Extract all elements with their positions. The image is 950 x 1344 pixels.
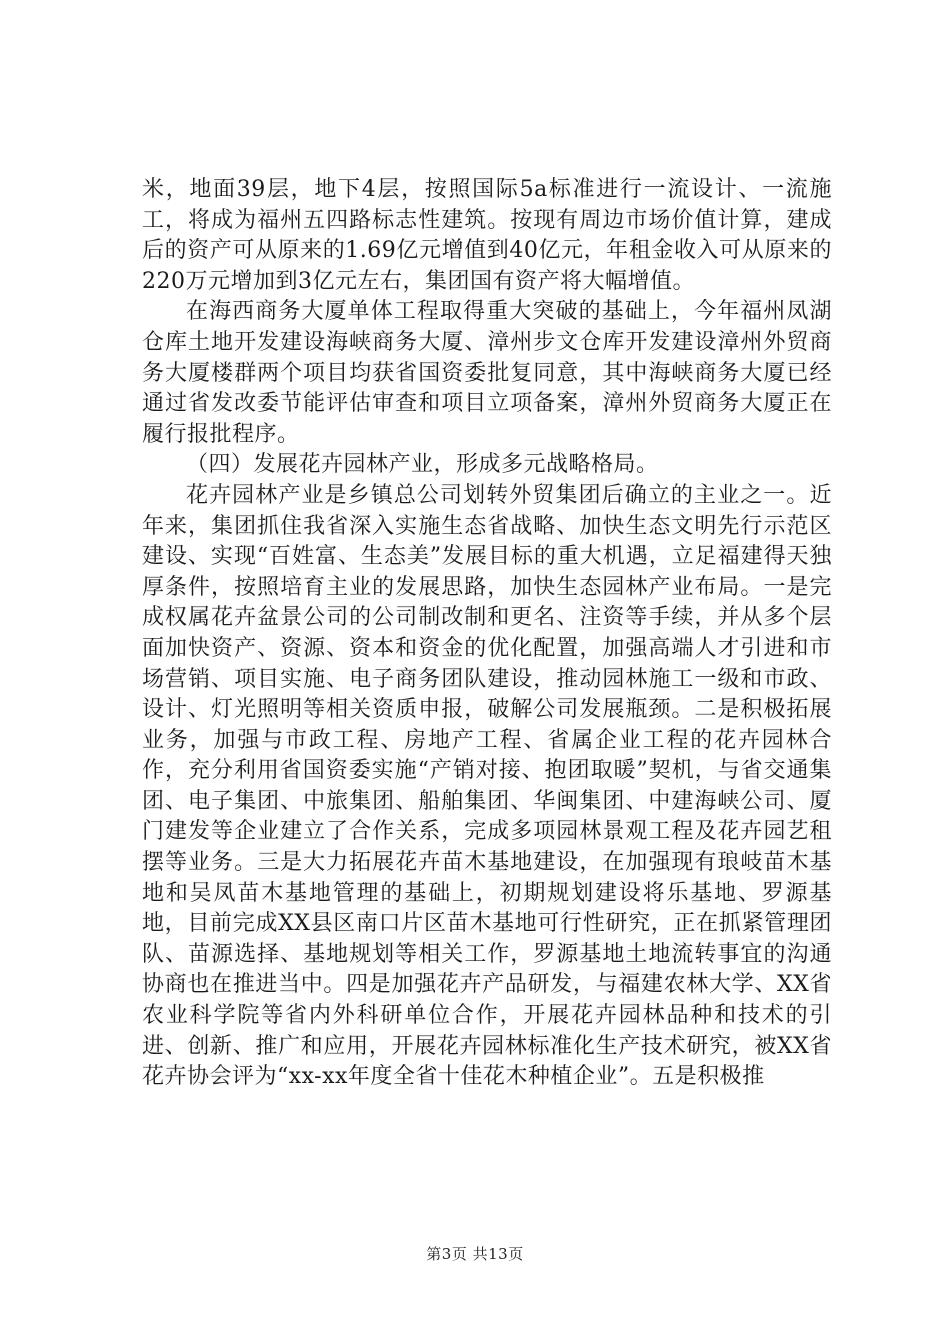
paragraph-flower-garden-industry: 花卉园林产业是乡镇总公司划转外贸集团后确立的主业之一。近年来，集团抓住我省深入实施生态省战略、加快生态文明先行示范区建设、实现“百姓富、生态美”发展目标的重大机遇，立足福建得天独厚条件，按照培育主业的发展思路，加快生态园林产业布局。一是完成权属花卉盆景公司的公司制改制和更名、注资等手续，并从多个层面加快资产、资源、资本和资金的优化配置，加强高端人才引进和市场营销、项目实施、电子商务团队建设，推动园林施工一级和市政、设计、灯光照明等相关资质申报，破解公司发展瓶颈。二是积极拓展业务，加强与市政工程、房地产工程、省属企业工程的花卉园林合作，充分利用省国资委实施“产销对接、抱团取暖”契机，与省交通集团、电子集团、中旅集团、船舶集团、华闽集团、中建海峡公司、厦门建发等企业建立了合作关系，完成多项园林景观工程及花卉园艺租摆等业务。三是大力拓展花卉苗木基地建设，在加强现有琅岐苗木基地和吴凤苗木基地管理的基础上，初期规划建设将乐基地、罗源基地，目前完成XX县区南口片区苗木基地可行性研究，正在抓紧管理团队、苗源选择、基地规划等相关工作，罗源基地土地流转事宜的沟通协商也在推进当中。四是加强花卉产品研发，与福建农林大学、XX省农业科学院等省内外科研单位合作，开展花卉园林品种和技术的引进、创新、推广和应用，开展花卉园林标准化生产技术研究，被XX省花卉协会评为“xx-xx年度全省十佳花木种植企业”。五是积极推 bbox=[142, 482, 832, 1090]
page-number-footer: 第3页 共13页 bbox=[426, 1245, 524, 1263]
section-heading: （四）发展花卉园林产业，形成多元战略格局。 bbox=[186, 452, 659, 478]
paragraph-haixi-building: 在海西商务大厦单体工程取得重大突破的基础上，今年福州凤湖仓库土地开发建设海峡商务大厦、漳州步文仓库开发建设漳州外贸商务大厦楼群两个项目均获省国资委批复同意，其中海峡商务大厦已经通过省发改委节能评估审查和项目立项备案，漳州外贸商务大厦正在履行报批程序。 bbox=[142, 299, 832, 447]
paragraph-continuation: 米，地面39层，地下4层，按照国际5a标准进行一流设计、一流施工，将成为福州五四路标志性建筑。按现有周边市场价值计算，建成后的资产可从原来的1.69亿元增值到40亿元，年租金收入可从原来的220万元增加到3亿元左右，集团国有资产将大幅增值。 bbox=[142, 177, 832, 294]
document-body bbox=[142, 175, 832, 1093]
